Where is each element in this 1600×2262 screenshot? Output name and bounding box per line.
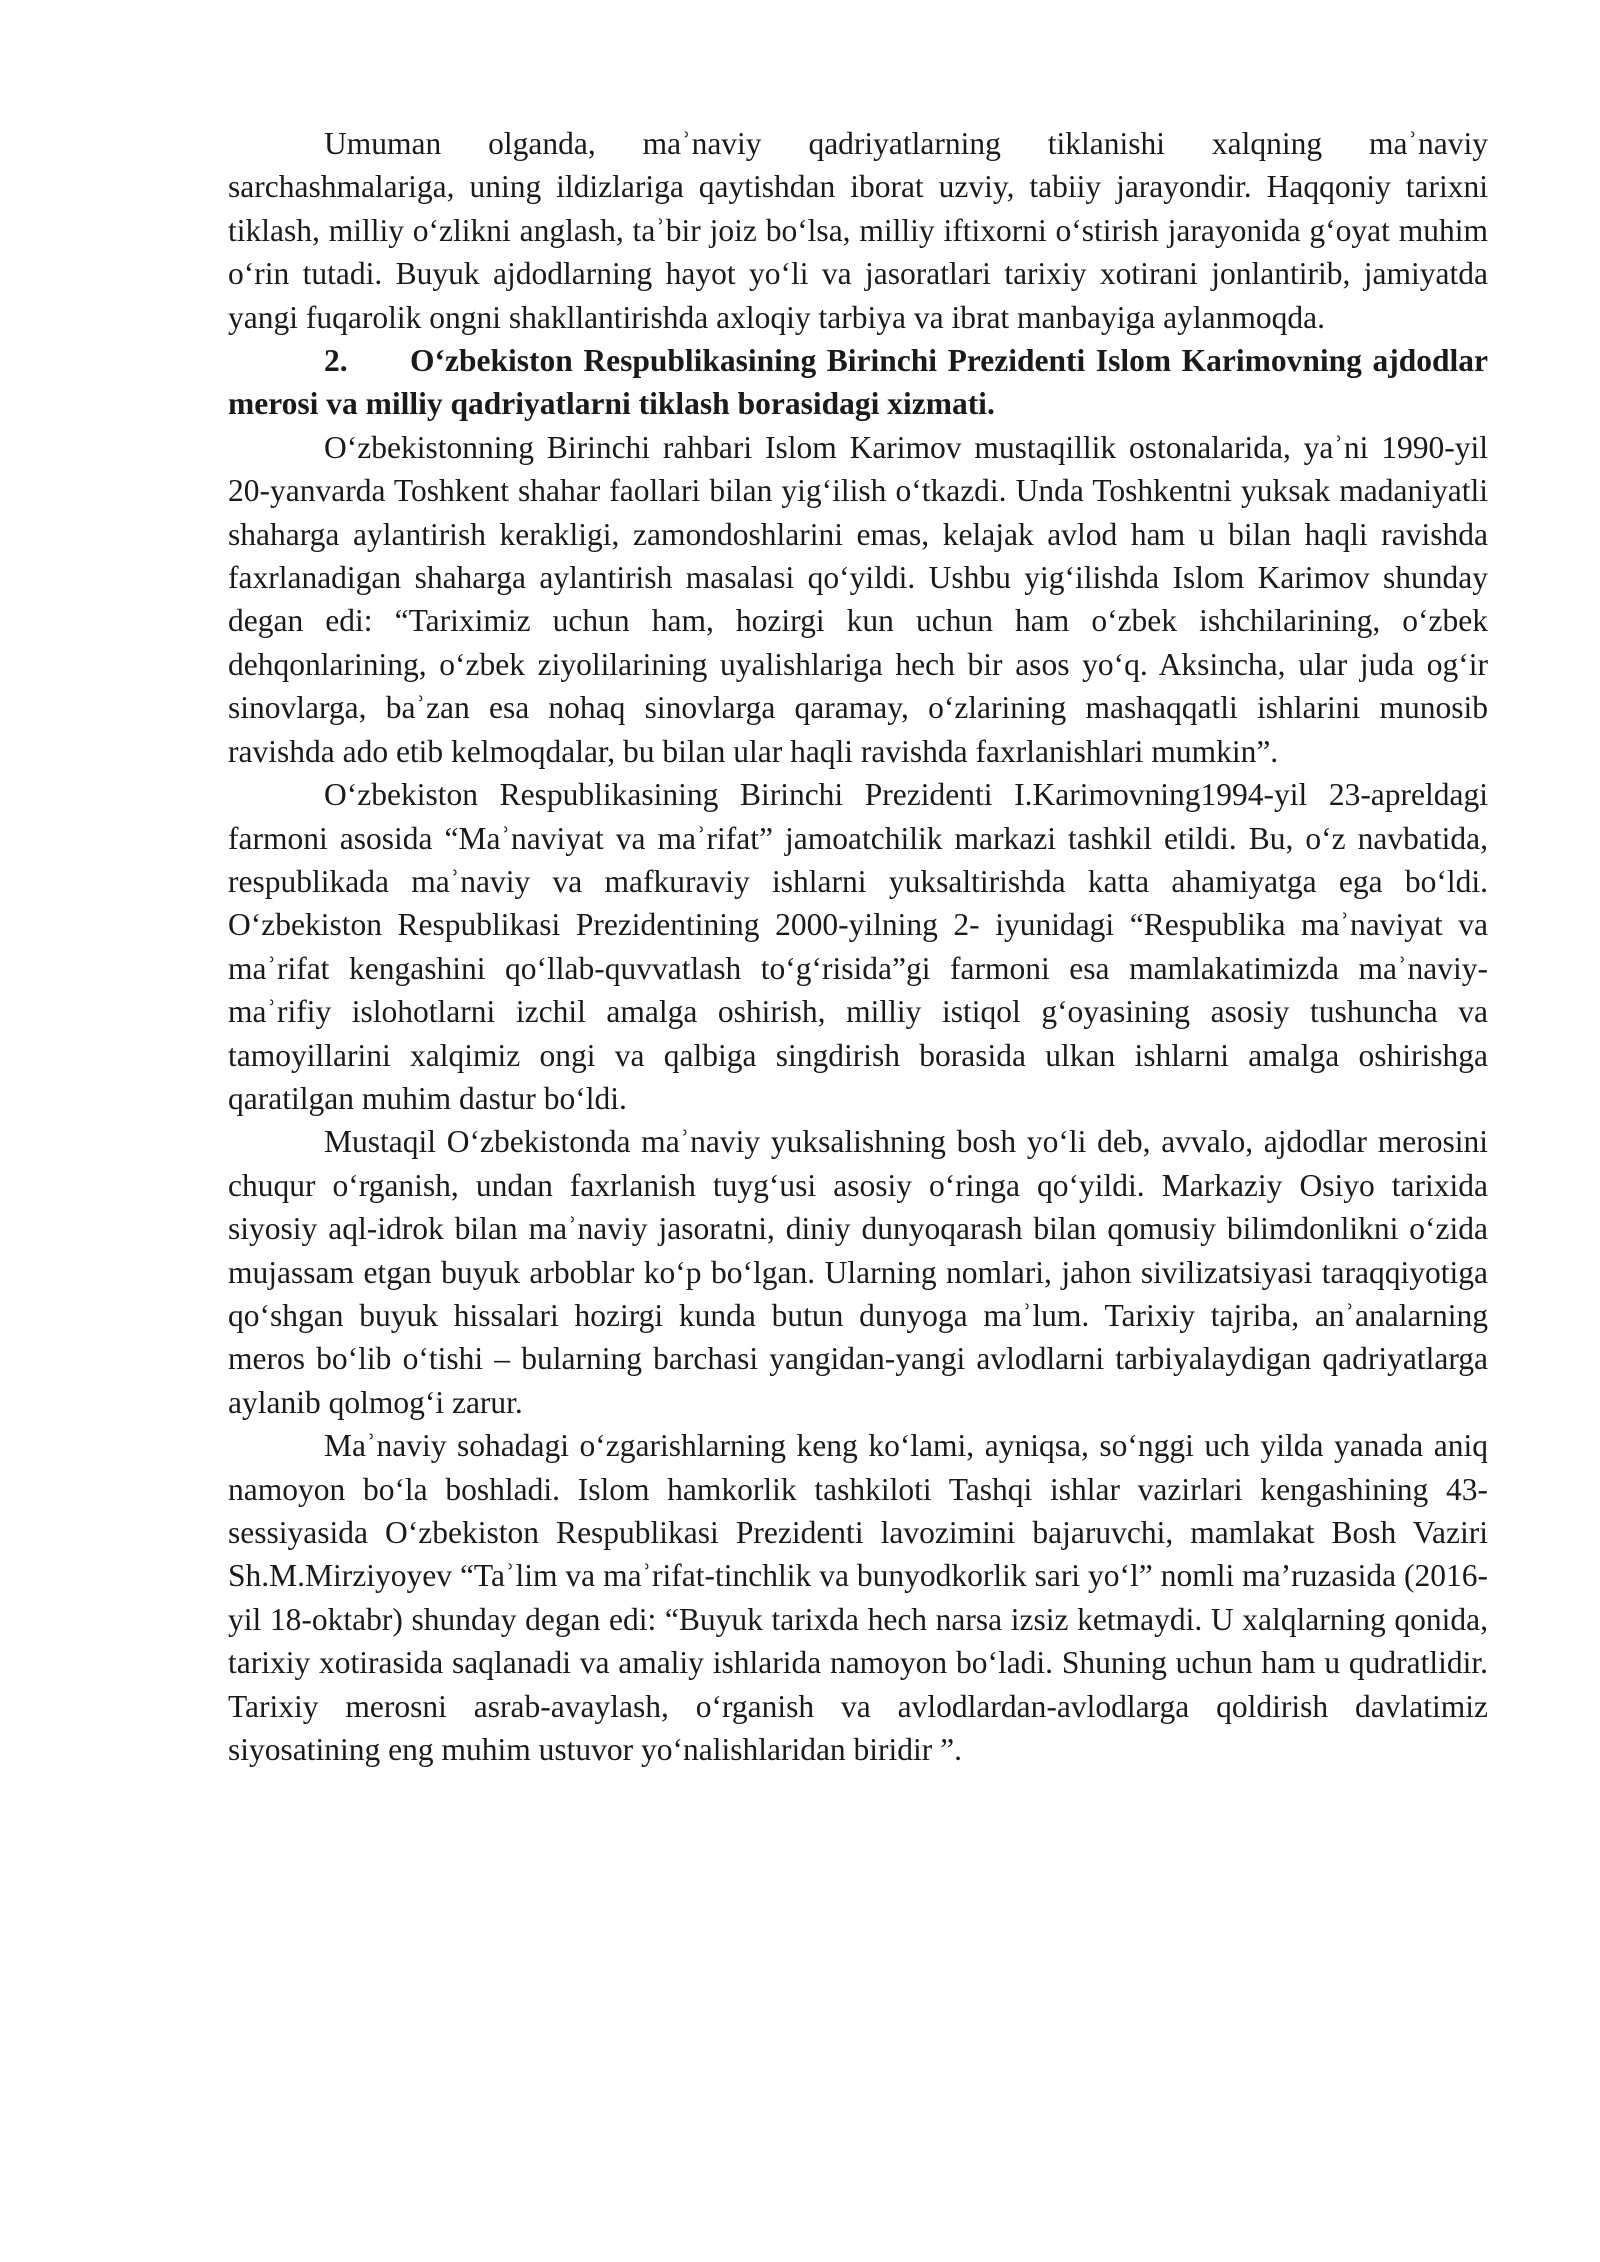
body-paragraph-3: Mustaqil O‘zbekistonda maʾnaviy yuksalishning bosh yo‘li deb, avvalo, ajdodlar merosini chuqur o‘rganish, undan faxrlanish tuyg‘usi asosiy o‘ringa qo‘yildi. Markaziy Osiyo tarixida siyosiy aql-idrok bilan maʾnaviy jasoratni, diniy dunyoqarash bilan qomusiy bilimdonlikni o‘zida mujassam etgan buyuk arboblar ko‘p bo‘lgan. Ularning nomlari, jahon sivilizatsiyasi taraqqiyotiga qo‘shgan buyuk hissalari hozirgi kunda butun dunyoga maʾlum. Tarixiy tajriba, anʾanalarning meros bo‘lib o‘tishi – bularning barchasi yangidan-yangi avlodlarni tarbiyalaydigan qadriyatlarga aylanib qolmog‘i zarur. [228, 1124, 1488, 1420]
section-number: 2. [324, 343, 348, 379]
document-page [228, 122, 1488, 1771]
body-paragraph-1: O‘zbekistonning Birinchi rahbari Islom Karimov mustaqillik ostonalarida, yaʾni 1990-yil 20-yanvarda Toshkent shahar faollari bilan yig‘ilish o‘tkazdi. Unda Toshkentni yuksak madaniyatli shaharga aylantirish kerakligi, zamondoshlarini emas, kelajak avlod ham u bilan haqli ravishda faxrlanadigan shaharga aylantirish masalasi qo‘yildi. Ushbu yig‘ilishda Islom Karimov shunday degan edi: “Tariximiz uchun ham, hozirgi kun uchun ham o‘zbek ishchilarining, o‘zbek dehqonlarining, o‘zbek ziyolilarining uyalishlariga hech bir asos yo‘q. Aksincha, ular juda og‘ir sinovlarga, baʾzan esa nohaq sinovlarga qaramay, o‘zlarining mashaqqatli ishlarini munosib ravishda ado etib kelmoqdalar, bu bilan ular haqli ravishda faxrlanishlari mumkin”. [228, 429, 1488, 769]
body-paragraph-4: Maʾnaviy sohadagi o‘zgarishlarning keng ko‘lami, ayniqsa, so‘nggi uch yilda yanada aniq namoyon bo‘la boshladi. Islom hamkorlik tashkiloti Tashqi ishlar vazirlari kengashining 43-sessiyasida O‘zbekiston Respublikasi Prezidenti lavozimini bajaruvchi, mamlakat Bosh Vaziri Sh.M.Mirziyoyev “Taʾlim va maʾrifat-tinchlik va bunyodkorlik sari yo‘l” nomli ma’ruzasida (2016-yil 18-oktabr) shunday degan edi: “Buyuk tarixda hech narsa izsiz ketmaydi. U xalqlarning qonida, tarixiy xotirasida saqlanadi va amaliy ishlarida namoyon bo‘ladi. Shuning uchun ham u qudratlidir. Tarixiy merosni asrab-avaylash, o‘rganish va avlodlardan-avlodlarga qoldirish davlatimiz siyosatining eng muhim ustuvor yo‘nalishlaridan biridir ”. [228, 1428, 1488, 1768]
section-title: O‘zbekiston Respublikasining Birinchi Prezidenti Islom Karimovning ajdodlar merosi va milliy qadriyatlarni tiklash borasidagi xizmati. [228, 343, 1488, 422]
body-paragraph-2: O‘zbekiston Respublikasining Birinchi Prezidenti I.Karimovning1994-yil 23-apreldagi farmoni asosida “Maʾnaviyat va maʾrifat” jamoatchilik markazi tashkil etildi. Bu, o‘z navbatida, respublikada maʾnaviy va mafkuraviy ishlarni yuksaltirishda katta ahamiyatga ega bo‘ldi. O‘zbekiston Respublikasi Prezidentining 2000-yilning 2- iyunidagi “Respublika maʾnaviyat va maʾrifat kengashini qo‘llab-quvvatlash to‘g‘risida”gi farmoni esa mamlakatimizda maʾnaviy-maʾrifiy islohotlarni izchil amalga oshirish, milliy istiqol g‘oyasining asosiy tushuncha va tamoyillarini xalqimiz ongi va qalbiga singdirish borasida ulkan ishlarni amalga oshirishga qaratilgan muhim dastur bo‘ldi. [228, 777, 1488, 1116]
intro-paragraph: Umuman olganda, maʾnaviy qadriyatlarning tiklanishi xalqning maʾnaviy sarchashmalariga, uning ildizlariga qaytishdan iborat uzviy, tabiiy jarayondir. Haqqoniy tarixni tiklash, milliy o‘zlikni anglash, taʾbir joiz bo‘lsa, milliy iftixorni o‘stirish jarayonida g‘oyat muhim o‘rin tutadi. Buyuk ajdodlarning hayot yo‘li va jasoratlari tarixiy xotirani jonlantirib, jamiyatda yangi fuqarolik ongni shakllantirishda axloqiy tarbiya va ibrat manbayiga aylanmoqda. [228, 126, 1488, 335]
section-heading [228, 339, 1488, 426]
